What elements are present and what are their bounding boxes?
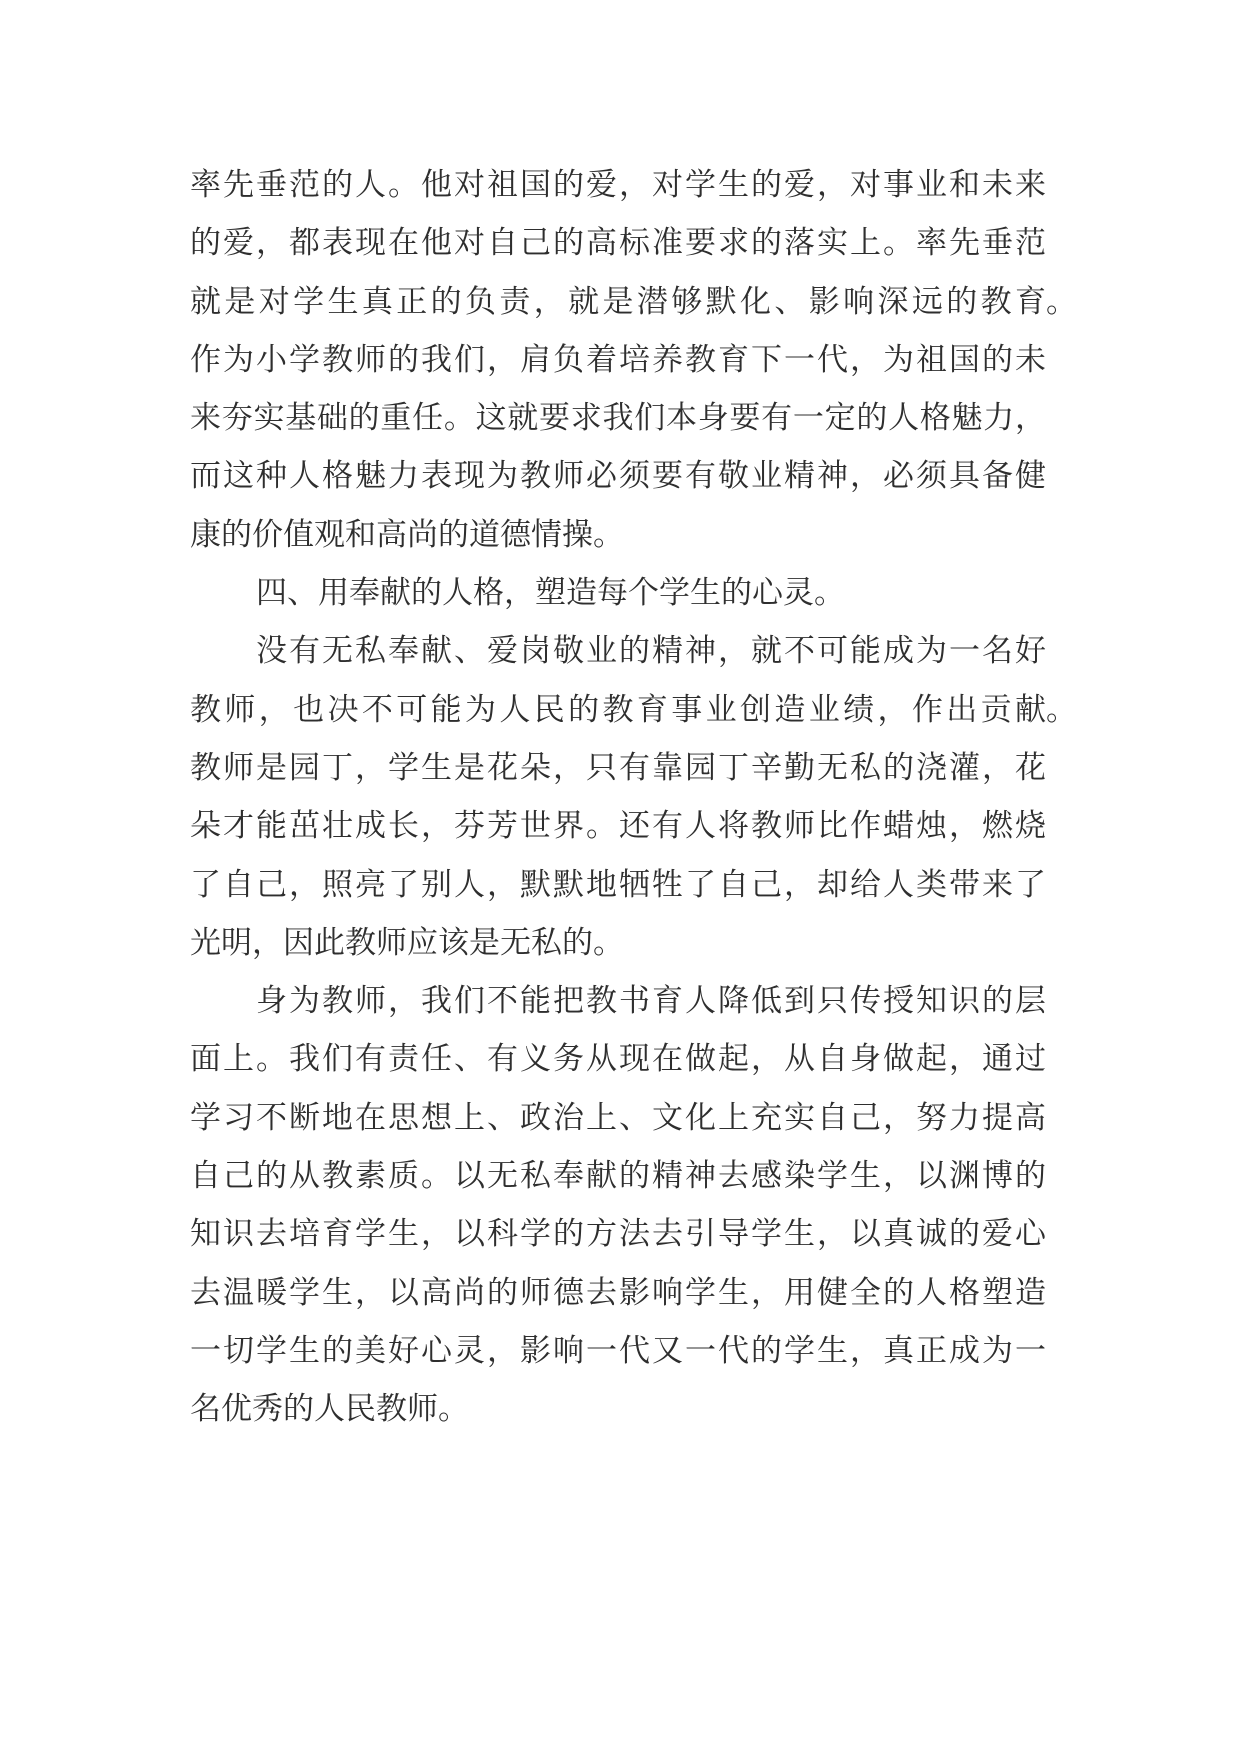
text-line: 了自己，照亮了别人，默默地牺牲了自己，却给人类带来了 [190,866,1046,902]
text-line: 率先垂范的人。他对祖国的爱，对学生的爱，对事业和未来 [190,167,1046,202]
text-line: 没有无私奉献、爱岗敬业的精神，就不可能成为一名好 [256,633,1046,669]
text-line: 作为小学教师的我们，肩负着培养教育下一代，为祖国的未 [190,341,1046,377]
text-line: 来夯实基础的重任。这就要求我们本身要有一定的人格魅力， [190,400,1046,436]
hanging-punctuation: 。 [1046,283,1077,319]
document-body-text [190,156,1077,1439]
text-line: 四、用奉献的人格，塑造每个学生的心灵。 [256,575,845,611]
hanging-punctuation: 。 [1046,691,1077,727]
text-line: 的爱，都表现在他对自己的高标准要求的落实上。率先垂范 [190,225,1046,261]
text-line: 光明，因此教师应该是无私的。 [190,924,624,960]
text-line: 去温暖学生，以高尚的师德去影响学生，用健全的人格塑造 [190,1274,1046,1310]
text-line: 面上。我们有责任、有义务从现在做起，从自身做起，通过 [190,1041,1046,1077]
text-line: 而这种人格魅力表现为教师必须要有敬业精神，必须具备健 [190,458,1046,494]
text-line: 康的价值观和高尚的道德情操。 [190,516,624,552]
text-line: 教师是园丁，学生是花朵，只有靠园丁辛勤无私的浇灌，花 [190,749,1046,785]
text-line: 自己的从教素质。以无私奉献的精神去感染学生，以渊博的 [190,1158,1046,1194]
text-line: 一切学生的美好心灵，影响一代又一代的学生，真正成为一 [190,1332,1046,1368]
text-line: 名优秀的人民教师。 [190,1391,469,1427]
text-line: 学习不断地在思想上、政治上、文化上充实自己，努力提高 [190,1099,1046,1135]
text-line: 知识去培育学生，以科学的方法去引导学生，以真诚的爱心 [190,1216,1046,1252]
text-line: 朵才能茁壮成长，芬芳世界。还有人将教师比作蜡烛，燃烧 [190,808,1046,844]
text-line: 教师，也决不可能为人民的教育事业创造业绩，作出贡献 。 [190,681,1046,739]
text-line: 身为教师，我们不能把教书育人降低到只传授知识的层 [256,983,1046,1019]
text-line: 就是对学生真正的负责，就是潜够默化、影响深远的教育 。 [190,273,1046,331]
